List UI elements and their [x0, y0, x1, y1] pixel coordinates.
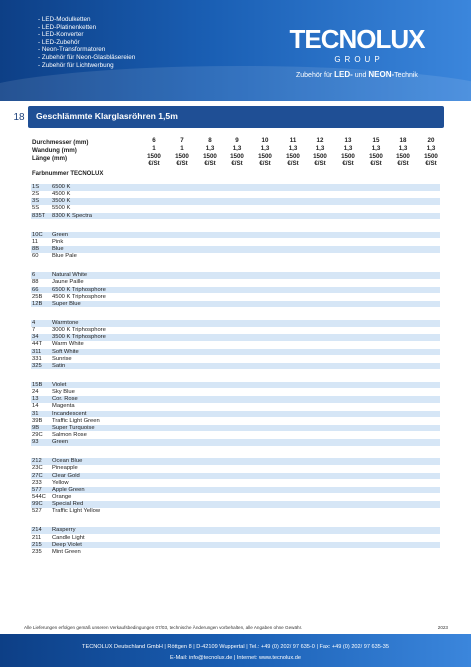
- table-row: [31, 382, 440, 389]
- table-row: [31, 205, 440, 212]
- color-name: Cor. Rose: [52, 396, 78, 403]
- spec-column: [309, 137, 331, 168]
- color-name: Sky Blue: [52, 389, 75, 396]
- header-tagline: [296, 70, 446, 79]
- table-row: [31, 535, 440, 542]
- spec-value-d: 9: [235, 137, 239, 144]
- color-code: 88: [32, 279, 39, 286]
- product-line-item: - Zubehör für Lichtwerbung: [38, 61, 114, 69]
- color-code: 8B: [32, 246, 40, 252]
- table-row: [31, 287, 440, 294]
- spec-value-w: 1: [180, 144, 184, 152]
- color-name: 8300 K Spectra: [52, 212, 92, 219]
- spec-value-d: 15: [372, 137, 380, 144]
- spec-value-l: 1500: [286, 152, 300, 160]
- spec-value-u: €/St: [259, 160, 271, 168]
- color-code: 34: [32, 334, 39, 341]
- spec-value-w: 1: [152, 144, 156, 152]
- color-name: 3000 K Triphosphore: [52, 327, 106, 334]
- spec-value-d: 10: [261, 137, 269, 144]
- table-row: [31, 349, 440, 356]
- table-row: [31, 320, 440, 327]
- spec-value-w: 1,3: [371, 144, 381, 152]
- spec-value-d: 12: [316, 137, 324, 144]
- spec-value-u: €/St: [204, 160, 216, 168]
- color-name: Orange: [52, 493, 72, 500]
- spec-labels: [32, 139, 88, 162]
- color-name: Blue: [52, 246, 64, 252]
- color-code: 39B: [32, 417, 43, 424]
- spec-value-d: 18: [399, 137, 407, 144]
- color-code: 211: [32, 534, 42, 541]
- color-name: Blue Pale: [52, 253, 77, 260]
- label-laenge: Länge (mm): [32, 154, 68, 162]
- table-row: [31, 501, 440, 508]
- color-code: 27C: [32, 472, 43, 479]
- color-code: 12B: [32, 300, 43, 307]
- product-line-item: - LED-Platinenketten: [38, 23, 97, 31]
- tagline-led: LED-: [334, 70, 353, 79]
- table-row: [31, 396, 440, 403]
- color-name: Violet: [52, 381, 67, 388]
- spec-value-u: €/St: [425, 160, 437, 168]
- table-row: [31, 334, 440, 341]
- table-row: [31, 232, 440, 239]
- logo-wordmark: TECNOLUX: [289, 24, 425, 54]
- color-name: Ocean Blue: [52, 458, 83, 465]
- table-row: [31, 191, 440, 198]
- table-row: [31, 432, 440, 439]
- color-name: Warm White: [52, 341, 84, 348]
- color-code: 215: [32, 541, 42, 548]
- product-line-item: - Zubehör für Neon-Glasbläsereien: [38, 53, 136, 61]
- color-name: Rasperry: [52, 527, 76, 534]
- color-name: Traffic Light Green: [52, 417, 100, 424]
- color-code: 2S: [32, 191, 40, 198]
- color-code: 31: [32, 410, 39, 417]
- spec-value-l: 1500: [341, 152, 355, 160]
- spec-value-u: €/St: [397, 160, 409, 168]
- color-code: 14: [32, 403, 39, 410]
- color-name: 6500 K Triphosphore: [52, 286, 106, 293]
- color-code: 15B: [32, 381, 43, 388]
- color-name: Pineapple: [52, 465, 78, 472]
- spec-value-l: 1500: [230, 152, 244, 160]
- table-row: [31, 487, 440, 494]
- table-row: [31, 418, 440, 425]
- table-row: [31, 508, 440, 515]
- table-row: [31, 389, 440, 396]
- table-row: [31, 494, 440, 501]
- table-row: [31, 272, 440, 279]
- color-code: 44T: [32, 341, 42, 348]
- color-code: 235: [32, 548, 42, 555]
- color-code: 99C: [32, 501, 43, 507]
- color-name: Mint Green: [52, 548, 81, 555]
- color-name: Warmtone: [52, 320, 79, 326]
- table-row: [31, 184, 440, 191]
- spec-column: [199, 137, 221, 168]
- color-name: Magenta: [52, 403, 75, 410]
- tagline-neon: NEON-: [368, 70, 395, 79]
- spec-value-w: 1,3: [315, 144, 325, 152]
- footnote: [24, 625, 448, 630]
- color-name: Yellow: [52, 479, 69, 486]
- spec-column: [282, 137, 304, 168]
- page-number: 18: [13, 112, 25, 123]
- color-name: Sunrise: [52, 355, 72, 362]
- color-name: Special Red: [52, 501, 84, 507]
- spec-column: [392, 137, 414, 168]
- table-row: [31, 439, 440, 446]
- color-code: 527: [32, 508, 42, 515]
- page-title: Geschlämmte Klarglasröhren 1,5m: [36, 111, 178, 121]
- table-row: [31, 301, 440, 308]
- spec-value-l: 1500: [313, 152, 327, 160]
- product-line-item: - Neon-Transformatoren: [38, 46, 106, 54]
- spec-column: [420, 137, 442, 168]
- color-name: Natural White: [52, 272, 88, 279]
- color-code: 214: [32, 527, 42, 534]
- color-name: 3500 K Triphosphore: [52, 334, 106, 341]
- table-row: [31, 246, 440, 253]
- table-row: [31, 341, 440, 348]
- spec-value-u: €/St: [231, 160, 243, 168]
- tagline-prefix: Zubehör für: [296, 72, 335, 79]
- color-name: Green: [52, 231, 69, 238]
- color-code: 13: [32, 396, 39, 403]
- color-name: Candle Light: [52, 534, 85, 541]
- color-name: Incandescent: [52, 410, 87, 417]
- label-durchmesser: Durchmesser (mm): [32, 139, 89, 146]
- spec-value-u: €/St: [176, 160, 188, 168]
- tagline-mid: und: [352, 72, 369, 79]
- color-code: 331: [32, 355, 42, 362]
- spec-column: [365, 137, 387, 168]
- spec-value-w: 1,3: [232, 144, 242, 152]
- color-code: 577: [32, 486, 42, 493]
- color-name: Traffic Light Yellow: [52, 508, 101, 515]
- color-name: Soft White: [52, 348, 79, 355]
- color-code: 9B: [32, 424, 40, 431]
- color-name: Super Blue: [52, 300, 81, 307]
- table-row: [31, 411, 440, 418]
- table-row: [31, 356, 440, 363]
- spec-value-l: 1500: [424, 152, 438, 160]
- spec-value-d: 7: [180, 137, 184, 144]
- spec-value-w: 1,3: [426, 144, 436, 152]
- spec-value-w: 1,3: [260, 144, 270, 152]
- table-row: [31, 294, 440, 301]
- spec-value-u: €/St: [314, 160, 326, 168]
- color-name: Deep Violet: [52, 541, 82, 548]
- spec-value-d: 20: [427, 137, 435, 144]
- table-row: [31, 279, 440, 286]
- color-code: 311: [32, 348, 42, 355]
- spec-column: [171, 137, 193, 168]
- color-code: 25B: [32, 293, 43, 300]
- footer-address: TECNOLUX Deutschland GmbH | Röttgen 8 | D-42109 Wuppertal | Tel.: +49 (0) 202/ 97 635-0 | Fax: +49 (0) 202/ 97 635-35: [82, 644, 389, 650]
- spec-value-d: 11: [289, 137, 297, 144]
- spec-value-d: 6: [152, 137, 156, 144]
- color-code: 23C: [32, 465, 43, 472]
- spec-value-w: 1,3: [398, 144, 408, 152]
- product-line-item: - LED-Modulketten: [38, 16, 91, 23]
- color-code: 60: [32, 253, 39, 260]
- color-code: 212: [32, 458, 42, 465]
- color-name: Salmon Rose: [52, 431, 87, 438]
- tagline-suffix: Technik: [394, 72, 418, 79]
- color-code: 11: [32, 238, 39, 245]
- header-band: [0, 0, 471, 101]
- footer-band: [0, 634, 471, 667]
- table-row: [31, 253, 440, 260]
- farbnummer-label: Farbnummer TECNOLUX: [32, 171, 104, 177]
- spec-value-l: 1500: [369, 152, 383, 160]
- spec-value-l: 1500: [203, 152, 217, 160]
- spec-column: [143, 137, 165, 168]
- table-row: [31, 473, 440, 480]
- logo-group-text: GROUP: [334, 55, 384, 64]
- table-row: [31, 327, 440, 334]
- color-name: 6500 K: [52, 184, 71, 190]
- color-code: 3S: [32, 198, 40, 205]
- color-name: 3500 K: [52, 198, 71, 205]
- spec-value-l: 1500: [175, 152, 189, 160]
- color-code: 7: [32, 327, 36, 334]
- table-row: [31, 542, 440, 549]
- table-row: [31, 465, 440, 472]
- spec-value-w: 1,3: [343, 144, 353, 152]
- color-code: 66: [32, 286, 39, 293]
- color-name: Satin: [52, 362, 66, 369]
- color-code: 5S: [32, 205, 40, 212]
- product-line-list: [38, 16, 135, 69]
- spec-column: [337, 137, 359, 168]
- spec-value-u: €/St: [342, 160, 354, 168]
- color-code: 93: [32, 439, 39, 446]
- table-row: [31, 363, 440, 370]
- table-row: [31, 239, 440, 246]
- color-name: Super Turquoise: [52, 424, 95, 431]
- color-name: 5500 K: [52, 205, 71, 212]
- table-row: [31, 480, 440, 487]
- label-wandung: Wandung (mm): [32, 146, 77, 154]
- color-name: Jaune Paille: [52, 279, 84, 286]
- product-line-item: - LED-Konverter: [38, 31, 84, 39]
- footnote-text: Alle Lieferungen erfolgen gemäß unseren Verkaufsbedingungen 07/03, technische Änderungen vorbehalten, alle Angaben ohne Gewähr.: [24, 625, 303, 630]
- footer-contact: E-Mail: info@tecnolux.de | Internet: www.tecnolux.de: [170, 655, 301, 661]
- spec-value-d: 13: [344, 137, 352, 144]
- product-line-item: - LED-Zubehör: [38, 38, 80, 46]
- spec-value-l: 1500: [258, 152, 272, 160]
- color-code: 10C: [32, 231, 43, 238]
- color-name: Apple Green: [52, 486, 85, 493]
- table-row: [31, 403, 440, 410]
- color-code: 835T: [32, 212, 46, 219]
- color-code: 1S: [32, 184, 40, 190]
- tecnolux-logo: [287, 17, 427, 67]
- table-row: [31, 527, 440, 534]
- table-row: [31, 198, 440, 205]
- table-row: [31, 213, 440, 220]
- color-code: 6: [32, 272, 36, 279]
- color-name: Clear Gold: [52, 472, 80, 479]
- spec-value-u: €/St: [370, 160, 382, 168]
- color-name: 4500 K: [52, 191, 71, 198]
- spec-value-u: €/St: [287, 160, 299, 168]
- spec-value-w: 1,3: [288, 144, 298, 152]
- color-code: 24: [32, 389, 39, 396]
- footnote-year: 2023: [437, 625, 448, 630]
- color-code: 29C: [32, 431, 43, 438]
- spec-value-d: 8: [208, 137, 212, 144]
- spec-value-l: 1500: [396, 152, 410, 160]
- spec-value-w: 1,3: [205, 144, 215, 152]
- color-code: 544C: [32, 493, 46, 500]
- table-row: [31, 458, 440, 465]
- color-name: Pink: [52, 238, 64, 245]
- title-bar: [28, 106, 444, 128]
- color-code: 325: [32, 362, 42, 369]
- table-row: [31, 549, 440, 556]
- spec-column: [226, 137, 248, 168]
- spec-column: [254, 137, 276, 168]
- color-code: 233: [32, 479, 42, 486]
- table-row: [31, 425, 440, 432]
- color-name: Green: [52, 439, 69, 446]
- color-code: 4: [32, 320, 36, 326]
- color-name: 4500 K Triphosphore: [52, 293, 106, 300]
- spec-value-l: 1500: [147, 152, 161, 160]
- spec-value-u: €/St: [148, 160, 160, 168]
